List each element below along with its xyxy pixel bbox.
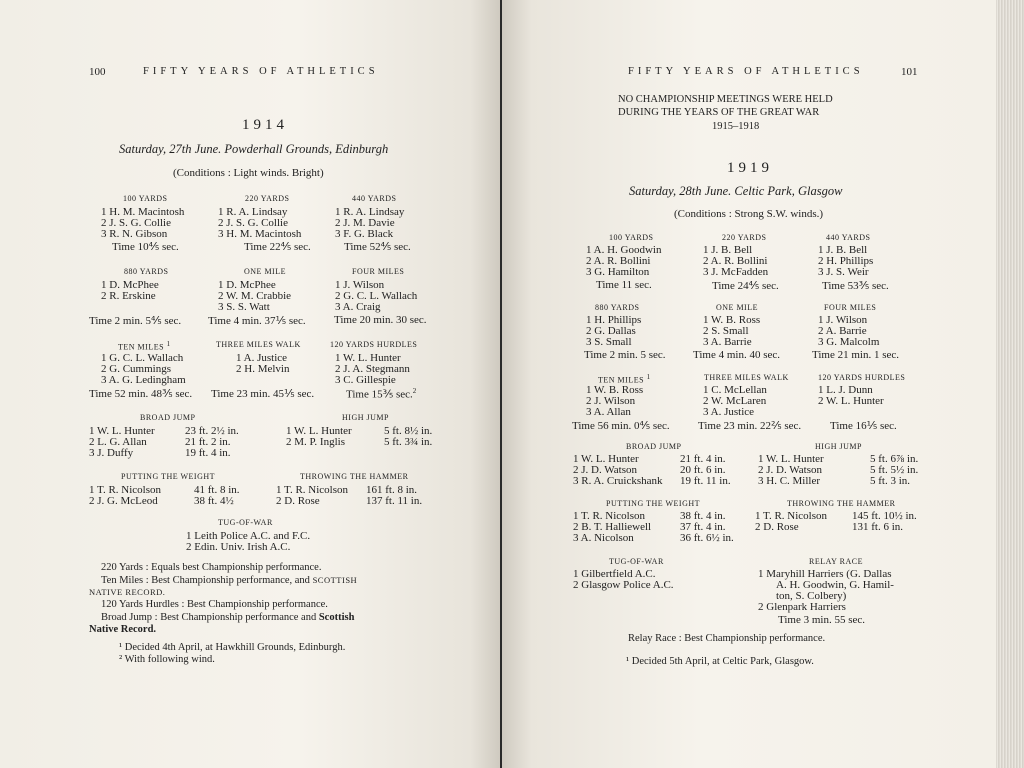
time: Time 3 min. 55 sec. bbox=[778, 614, 865, 626]
time: Time 2 min. 5⅘ sec. bbox=[89, 315, 182, 327]
result: 2 W. M. Crabbie bbox=[218, 290, 292, 302]
result: 2 J. D. Watson bbox=[573, 464, 637, 476]
mark: 23 ft. 2½ in. bbox=[185, 425, 239, 437]
result: 1 W. L. Hunter bbox=[335, 352, 401, 364]
result: 2 J. D. Watson bbox=[758, 464, 822, 476]
result: 2 G. Cummings bbox=[101, 363, 171, 375]
result: 1 J. Wilson bbox=[818, 314, 868, 326]
result: 2 Glenpark Harriers bbox=[758, 601, 846, 613]
result: 2 J. G. McLeod bbox=[89, 495, 158, 507]
result: 2 L. G. Allan bbox=[89, 436, 147, 448]
result: 2 W. L. Hunter bbox=[818, 395, 884, 407]
result: 1 W. B. Ross bbox=[703, 314, 761, 326]
mark: 19 ft. 4 in. bbox=[185, 447, 231, 459]
result: 1 J. B. Bell bbox=[703, 244, 753, 256]
note: Ten Miles : Best Championship performance, and SCOTTISH bbox=[101, 575, 358, 586]
time: Time 24⅘ sec. bbox=[712, 280, 779, 292]
result: 3 F. G. Black bbox=[335, 228, 394, 240]
result: 1 D. McPhee bbox=[218, 279, 276, 291]
event-title: BROAD JUMP bbox=[140, 413, 196, 422]
result: 3 J. S. Weir bbox=[818, 266, 869, 278]
result: ton, S. Colbery) bbox=[776, 590, 847, 602]
result: 3 A. Craig bbox=[335, 301, 381, 313]
note: Relay Race : Best Championship performance. bbox=[628, 633, 826, 644]
result: 1 W. L. Hunter bbox=[286, 425, 352, 437]
event-title: PUTTING THE WEIGHT bbox=[121, 472, 216, 481]
result: 2 A. R. Bollini bbox=[586, 255, 651, 267]
result: 2 W. McLaren bbox=[703, 395, 767, 407]
result: 2 J. A. Stegmann bbox=[335, 363, 410, 375]
result: 1 L. J. Dunn bbox=[818, 384, 873, 396]
time: Time 16⅕ sec. bbox=[830, 420, 897, 432]
note: 120 Yards Hurdles : Best Championship performance. bbox=[101, 599, 328, 610]
note: NATIVE RECORD. bbox=[89, 587, 166, 597]
war-notice: NO CHAMPIONSHIP MEETINGS WERE HELD bbox=[618, 94, 833, 105]
mark: 41 ft. 8 in. bbox=[194, 484, 240, 496]
event-title: PUTTING THE WEIGHT bbox=[606, 499, 701, 508]
result: 1 Leith Police A.C. and F.C. bbox=[186, 530, 311, 542]
time: Time 21 min. 1 sec. bbox=[812, 349, 899, 361]
event-title: TUG-OF-WAR bbox=[218, 518, 273, 527]
footnote: ¹ Decided 5th April, at Celtic Park, Glasgow. bbox=[626, 656, 814, 667]
event-title: BROAD JUMP bbox=[626, 442, 682, 451]
result: 3 S. Small bbox=[586, 336, 632, 348]
mark: 131 ft. 6 in. bbox=[852, 521, 904, 533]
result: 1 J. B. Bell bbox=[818, 244, 868, 256]
time: Time 56 min. 0⅘ sec. bbox=[572, 420, 670, 432]
mark: 137 ft. 11 in. bbox=[366, 495, 423, 507]
event-title: TUG-OF-WAR bbox=[609, 557, 664, 566]
time: Time 53⅗ sec. bbox=[822, 280, 889, 292]
event-title: 120 YARDS HURDLES bbox=[818, 373, 906, 382]
mark: 5 ft. 6⅞ in. bbox=[870, 453, 919, 465]
mark: 145 ft. 10½ in. bbox=[852, 510, 917, 522]
note: 220 Yards : Equals best Championship performance. bbox=[101, 562, 322, 573]
time: Time 23 min. 22⅖ sec. bbox=[698, 420, 802, 432]
result: 2 J. S. G. Collie bbox=[218, 217, 288, 229]
result: 2 H. Phillips bbox=[818, 255, 874, 267]
time: Time 23 min. 45⅕ sec. bbox=[211, 388, 315, 400]
time: Time 11 sec. bbox=[596, 279, 652, 291]
event-title: TEN MILES $^1$ bbox=[598, 373, 651, 385]
result: 2 A. R. Bollini bbox=[703, 255, 768, 267]
mark: 38 ft. 4½ bbox=[194, 495, 234, 507]
result: 2 Glasgow Police A.C. bbox=[573, 579, 674, 591]
result: 2 D. Rose bbox=[276, 495, 320, 507]
mark: 36 ft. 6½ in. bbox=[680, 532, 734, 544]
mark: 5 ft. 5½ in. bbox=[870, 464, 919, 476]
left-page bbox=[0, 0, 500, 768]
note: Broad Jump : Best Championship performance and Scottish bbox=[101, 612, 355, 623]
event-title: 120 YARDS HURDLES bbox=[330, 340, 418, 349]
event-title: 100 YARDS bbox=[123, 194, 168, 203]
result: 2 J. S. G. Collie bbox=[101, 217, 171, 229]
footnote: ¹ Decided 4th April, at Hawkhill Grounds, Edinburgh. bbox=[119, 642, 346, 653]
year-heading: 1914 bbox=[242, 117, 288, 133]
result: 2 Edin. Univ. Irish A.C. bbox=[186, 541, 291, 553]
result: 1 T. R. Nicolson bbox=[573, 510, 646, 522]
event-title: RELAY RACE bbox=[809, 557, 863, 566]
result: 1 H. M. Macintosh bbox=[101, 206, 185, 218]
result: 1 G. C. L. Wallach bbox=[101, 352, 184, 364]
page-number: 101 bbox=[901, 66, 918, 78]
result: 3 H. C. Miller bbox=[758, 475, 821, 487]
result: 1 T. R. Nicolson bbox=[276, 484, 349, 496]
result: 3 C. Gillespie bbox=[335, 374, 396, 386]
result: 3 A. Barrie bbox=[703, 336, 752, 348]
running-head: FIFTY YEARS OF ATHLETICS bbox=[143, 66, 379, 77]
result: 1 W. L. Hunter bbox=[758, 453, 824, 465]
result: 3 G. Malcolm bbox=[818, 336, 880, 348]
mark: 5 ft. 3¾ in. bbox=[384, 436, 433, 448]
event-title: 220 YARDS bbox=[245, 194, 290, 203]
time: Time 22⅘ sec. bbox=[244, 241, 311, 253]
result: 1 D. McPhee bbox=[101, 279, 159, 291]
event-title: 220 YARDS bbox=[722, 233, 767, 242]
event-title: 880 YARDS bbox=[595, 303, 640, 312]
time: Time 20 min. 30 sec. bbox=[334, 314, 427, 326]
date-venue: Saturday, 27th June. Powderhall Grounds, Edinburgh bbox=[119, 142, 389, 156]
mark: 38 ft. 4 in. bbox=[680, 510, 726, 522]
event-title: THREE MILES WALK bbox=[704, 373, 789, 382]
result: 3 J. McFadden bbox=[703, 266, 769, 278]
event-title: FOUR MILES bbox=[352, 267, 405, 276]
event-title: 880 YARDS bbox=[124, 267, 169, 276]
result: 1 J. Wilson bbox=[335, 279, 385, 291]
war-notice: DURING THE YEARS OF THE GREAT WAR bbox=[618, 107, 820, 118]
event-title: 440 YARDS bbox=[352, 194, 397, 203]
mark: 37 ft. 4 in. bbox=[680, 521, 726, 533]
result: 2 A. Barrie bbox=[818, 325, 867, 337]
mark: 5 ft. 8½ in. bbox=[384, 425, 433, 437]
time: Time 10⅘ sec. bbox=[112, 241, 179, 253]
result: 3 J. Duffy bbox=[89, 447, 134, 459]
result: 3 R. N. Gibson bbox=[101, 228, 168, 240]
time: Time 52 min. 48⅗ sec. bbox=[89, 388, 193, 400]
result: 1 W. B. Ross bbox=[586, 384, 644, 396]
mark: 5 ft. 3 in. bbox=[870, 475, 911, 487]
result: 2 G. C. L. Wallach bbox=[335, 290, 418, 302]
result: 1 R. A. Lindsay bbox=[335, 206, 405, 218]
result: 1 Gilbertfield A.C. bbox=[573, 568, 656, 580]
event-title: TEN MILES $^1$ bbox=[118, 340, 171, 352]
result: 2 S. Small bbox=[703, 325, 749, 337]
event-title: FOUR MILES bbox=[824, 303, 877, 312]
page-edges bbox=[996, 0, 1024, 768]
result: 1 W. L. Hunter bbox=[89, 425, 155, 437]
result: 1 H. Phillips bbox=[586, 314, 642, 326]
result: 3 A. G. Ledingham bbox=[101, 374, 186, 386]
mark: 19 ft. 11 in. bbox=[680, 475, 731, 487]
result: 2 R. Erskine bbox=[101, 290, 156, 302]
page-number: 100 bbox=[89, 66, 106, 78]
result: 2 M. P. Inglis bbox=[286, 436, 345, 448]
mark: 161 ft. 8 in. bbox=[366, 484, 418, 496]
result: 1 W. L. Hunter bbox=[573, 453, 639, 465]
time: Time 4 min. 40 sec. bbox=[693, 349, 780, 361]
result: 2 B. T. Halliewell bbox=[573, 521, 652, 533]
result: 3 A. Justice bbox=[703, 406, 755, 418]
event-title: HIGH JUMP bbox=[815, 442, 862, 451]
result: 1 C. McLellan bbox=[703, 384, 767, 396]
mark: 21 ft. 4 in. bbox=[680, 453, 726, 465]
date-venue: Saturday, 28th June. Celtic Park, Glasgow bbox=[629, 184, 843, 198]
result: 3 S. S. Watt bbox=[218, 301, 270, 313]
right-page bbox=[502, 0, 996, 768]
result: 3 A. Allan bbox=[586, 406, 631, 418]
event-title: HIGH JUMP bbox=[342, 413, 389, 422]
running-head: FIFTY YEARS OF ATHLETICS bbox=[628, 66, 864, 77]
time: Time 4 min. 37⅕ sec. bbox=[208, 315, 306, 327]
result: 2 H. Melvin bbox=[236, 363, 290, 375]
event-title: ONE MILE bbox=[716, 303, 758, 312]
conditions: (Conditions : Light winds. Bright) bbox=[173, 167, 324, 179]
event-title: ONE MILE bbox=[244, 267, 286, 276]
war-notice: 1915–1918 bbox=[712, 121, 760, 132]
result: 1 R. A. Lindsay bbox=[218, 206, 288, 218]
mark: 20 ft. 6 in. bbox=[680, 464, 726, 476]
note: Native Record. bbox=[89, 624, 157, 635]
result: 3 R. A. Cruickshank bbox=[573, 475, 663, 487]
event-title: 440 YARDS bbox=[826, 233, 871, 242]
mark: 21 ft. 2 in. bbox=[185, 436, 231, 448]
footnote: ² With following wind. bbox=[119, 654, 215, 665]
result: 2 D. Rose bbox=[755, 521, 799, 533]
result: 1 T. R. Nicolson bbox=[89, 484, 162, 496]
result: 2 J. M. Davie bbox=[335, 217, 395, 229]
result: 3 A. Nicolson bbox=[573, 532, 634, 544]
event-title: 100 YARDS bbox=[609, 233, 654, 242]
result: 1 T. R. Nicolson bbox=[755, 510, 828, 522]
time: Time 52⅘ sec. bbox=[344, 241, 411, 253]
result: 2 G. Dallas bbox=[586, 325, 636, 337]
event-title: THROWING THE HAMMER bbox=[787, 499, 896, 508]
event-title: THROWING THE HAMMER bbox=[300, 472, 409, 481]
time: Time 15⅗ sec.$^2$ bbox=[346, 387, 417, 401]
conditions: (Conditions : Strong S.W. winds.) bbox=[674, 208, 824, 220]
year-heading: 1919 bbox=[727, 160, 773, 176]
event-title: THREE MILES WALK bbox=[216, 340, 301, 349]
result: 1 A. H. Goodwin bbox=[586, 244, 662, 256]
result: A. H. Goodwin, G. Hamil- bbox=[776, 579, 894, 591]
result: 1 Maryhill Harriers (G. Dallas bbox=[758, 568, 892, 580]
time: Time 2 min. 5 sec. bbox=[584, 349, 666, 361]
result: 2 J. Wilson bbox=[586, 395, 636, 407]
result: 1 A. Justice bbox=[236, 352, 288, 364]
result: 3 G. Hamilton bbox=[586, 266, 650, 278]
result: 3 H. M. Macintosh bbox=[218, 228, 302, 240]
